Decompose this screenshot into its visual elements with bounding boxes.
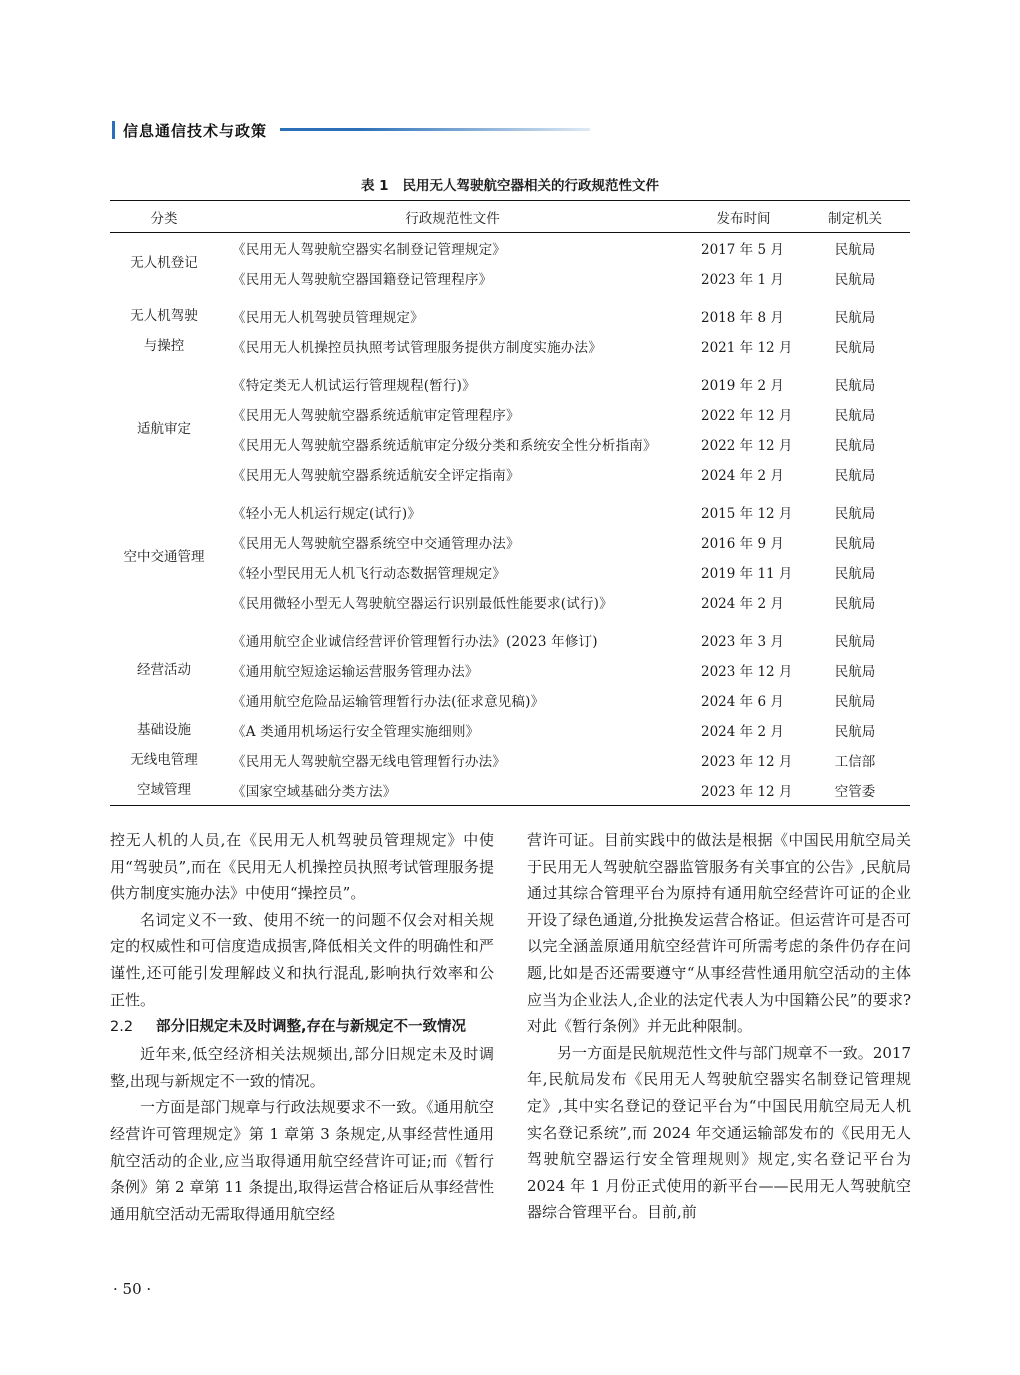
table-row bbox=[110, 685, 910, 715]
category-cell: 无线电管理 bbox=[130, 752, 198, 768]
table-row bbox=[110, 429, 910, 459]
agency-cell: 民航局 bbox=[834, 272, 876, 288]
category-line: 无人机驾驶 bbox=[130, 308, 198, 324]
document-cell: 《民用无人机驾驶员管理规定》 bbox=[232, 310, 424, 326]
category-cell: 空中交通管理 bbox=[123, 549, 205, 565]
header-category: 分类 bbox=[110, 201, 218, 233]
section-title: 部分旧规定未及时调整,存在与新规定不一致情况 bbox=[156, 1019, 467, 1036]
agency-cell: 民航局 bbox=[834, 468, 876, 484]
header-accent-bar bbox=[112, 121, 115, 139]
date-cell: 2024 年 2 月 bbox=[701, 468, 784, 484]
table-row bbox=[110, 745, 910, 775]
category-line: 与操控 bbox=[143, 338, 185, 354]
body-paragraph: 营许可证。目前实践中的做法是根据《中国民用航空局关于民用无人驾驶航空器监管服务有关事宜的公告》,民航局通过其综合管理平台为原持有通用航空经营许可证的企业开设了绿色通道,分批换发运营合格证。但运营许可是否可以完全涵盖原通用航空经营许可所需考虑的条件仍存在问题,比如是否还需要遵守“从事经营性通用航空活动的主体应当为企业法人,企业的法定代表人为中国籍公民”的要求? 对此《暂行条例》并无此种限制。 bbox=[527, 831, 911, 1036]
document-cell: 《通用航空危险品运输管理暂行办法(征求意见稿)》 bbox=[232, 694, 545, 710]
document-cell: 《民用无人驾驶航空器系统空中交通管理办法》 bbox=[232, 536, 520, 552]
header-date: 发布时间 bbox=[687, 201, 800, 233]
date-cell: 2015 年 12 月 bbox=[701, 506, 793, 522]
agency-cell: 民航局 bbox=[834, 310, 876, 326]
table-row bbox=[110, 625, 910, 655]
table-row bbox=[110, 775, 910, 806]
table-row bbox=[110, 233, 910, 264]
table-caption bbox=[110, 174, 910, 194]
body-paragraph: 近年来,低空经济相关法规频出,部分旧规定未及时调整,出现与新规定不一致的情况。 bbox=[110, 1045, 494, 1090]
date-cell: 2021 年 12 月 bbox=[701, 340, 793, 356]
table-row bbox=[110, 263, 910, 293]
document-cell: 《民用无人驾驶航空器国籍登记管理程序》 bbox=[232, 272, 493, 288]
table-row bbox=[110, 557, 910, 587]
table-row bbox=[110, 459, 910, 489]
group-spacer bbox=[110, 489, 910, 497]
body-column-right bbox=[527, 827, 911, 1226]
date-cell: 2024 年 2 月 bbox=[701, 596, 784, 612]
page-number: · 50 · bbox=[113, 1280, 152, 1298]
agency-cell: 空管委 bbox=[800, 775, 910, 806]
agency-cell: 民航局 bbox=[834, 408, 876, 424]
category-cell: 无人机登记 bbox=[130, 255, 198, 271]
category-cell: 适航审定 bbox=[137, 421, 191, 437]
header-document: 行政规范性文件 bbox=[218, 201, 687, 233]
document-cell: 《民用微轻小型无人驾驶航空器运行识别最低性能要求(试行)》 bbox=[232, 596, 613, 612]
document-cell: 《民用无人驾驶航空器无线电管理暂行办法》 bbox=[232, 754, 506, 770]
table-row bbox=[110, 587, 910, 617]
document-cell: 《民用无人驾驶航空器实名制登记管理规定》 bbox=[232, 242, 506, 258]
agency-cell: 工信部 bbox=[834, 754, 876, 770]
category-cell bbox=[110, 301, 218, 361]
date-cell: 2023 年 12 月 bbox=[687, 775, 800, 806]
regulations-table bbox=[110, 200, 910, 806]
group-spacer bbox=[110, 361, 910, 369]
table-row bbox=[110, 331, 910, 361]
category-cell: 基础设施 bbox=[137, 722, 191, 738]
document-cell: 《通用航空短途运输运营服务管理办法》 bbox=[232, 664, 479, 680]
table-header-row bbox=[110, 201, 910, 233]
date-cell: 2023 年 1 月 bbox=[701, 272, 784, 288]
group-spacer bbox=[110, 617, 910, 625]
document-cell: 《民用无人驾驶航空器系统适航审定管理程序》 bbox=[232, 408, 520, 424]
date-cell: 2023 年 3 月 bbox=[701, 634, 784, 650]
table-row bbox=[110, 369, 910, 399]
section-number: 2.2 bbox=[110, 1019, 134, 1036]
document-cell: 《通用航空企业诚信经营评价管理暂行办法》(2023 年修订) bbox=[232, 634, 598, 650]
agency-cell: 民航局 bbox=[834, 694, 876, 710]
document-cell: 《轻小型民用无人机飞行动态数据管理规定》 bbox=[232, 566, 506, 582]
body-paragraph: 另一方面是民航规范性文件与部门规章不一致。2017 年,民航局发布《民用无人驾驶航空器实名制登记管理规定》,其中实名登记的登记平台为“中国民用航空局无人机实名登记系统”,而 2024 年交通运输部发布的《民用无人驾驶航空器运行安全管理规则》规定,实名登记平台为 2024 年 1 月份正式使用的新平台——民用无人驾驶航空器综合管理平台。目前,前 bbox=[527, 1043, 911, 1222]
document-cell: 《A 类通用机场运行安全管理实施细则》 bbox=[232, 724, 480, 740]
agency-cell: 民航局 bbox=[834, 506, 876, 522]
agency-cell: 民航局 bbox=[834, 596, 876, 612]
table-row bbox=[110, 715, 910, 745]
table-caption-title: 民用无人驾驶航空器相关的行政规范性文件 bbox=[402, 178, 660, 194]
agency-cell: 民航局 bbox=[834, 536, 876, 552]
agency-cell: 民航局 bbox=[834, 664, 876, 680]
document-cell: 《国家空域基础分类方法》 bbox=[218, 775, 687, 806]
body-paragraph: 一方面是部门规章与行政法规要求不一致。《通用航空经营许可管理规定》第 1 章第 3 条规定,从事经营性通用航空活动的企业,应当取得通用航空经营许可证;而《暂行条例》第 2 章第 11 条提出,取得运营合格证后从事经营性通用航空活动无需取得通用航空经 bbox=[110, 1098, 494, 1223]
date-cell: 2017 年 5 月 bbox=[701, 242, 784, 258]
header-agency: 制定机关 bbox=[800, 201, 910, 233]
date-cell: 2023 年 12 月 bbox=[701, 754, 793, 770]
journal-header bbox=[112, 118, 267, 142]
agency-cell: 民航局 bbox=[834, 438, 876, 454]
agency-cell: 民航局 bbox=[834, 378, 876, 394]
table-caption-number: 表 1 bbox=[360, 178, 389, 194]
body-paragraph: 名词定义不一致、使用不统一的问题不仅会对相关规定的权威性和可信度造成损害,降低相关文件的明确性和严谨性,还可能引发理解歧义和执行混乱,影响执行效率和公正性。 bbox=[110, 910, 494, 1009]
table-row bbox=[110, 497, 910, 527]
date-cell: 2024 年 2 月 bbox=[701, 724, 784, 740]
date-cell: 2016 年 9 月 bbox=[701, 536, 784, 552]
body-paragraph: 控无人机的人员,在《民用无人机驾驶员管理规定》中使用“驾驶员”,而在《民用无人机操控员执照考试管理服务提供方制度实施办法》中使用“操控员”。 bbox=[110, 831, 494, 903]
table-row bbox=[110, 527, 910, 557]
document-cell: 《民用无人驾驶航空器系统适航审定分级分类和系统安全性分析指南》 bbox=[232, 438, 657, 454]
date-cell: 2018 年 8 月 bbox=[701, 310, 784, 326]
agency-cell: 民航局 bbox=[834, 242, 876, 258]
table-row bbox=[110, 655, 910, 685]
document-cell: 《特定类无人机试运行管理规程(暂行)》 bbox=[232, 378, 476, 394]
agency-cell: 民航局 bbox=[834, 724, 876, 740]
date-cell: 2023 年 12 月 bbox=[701, 664, 793, 680]
date-cell: 2019 年 11 月 bbox=[701, 566, 793, 582]
date-cell: 2022 年 12 月 bbox=[701, 408, 793, 424]
table-row bbox=[110, 301, 910, 331]
document-cell: 《轻小无人机运行规定(试行)》 bbox=[232, 506, 422, 522]
agency-cell: 民航局 bbox=[834, 340, 876, 356]
table-row bbox=[110, 399, 910, 429]
category-cell: 经营活动 bbox=[137, 662, 191, 678]
group-spacer bbox=[110, 293, 910, 301]
document-cell: 《民用无人机操控员执照考试管理服务提供方制度实施办法》 bbox=[232, 340, 602, 356]
agency-cell: 民航局 bbox=[834, 634, 876, 650]
journal-title: 信息通信技术与政策 bbox=[123, 121, 268, 140]
header-gradient-line bbox=[280, 128, 590, 131]
document-cell: 《民用无人驾驶航空器系统适航安全评定指南》 bbox=[232, 468, 520, 484]
section-heading bbox=[110, 1013, 494, 1041]
table-body bbox=[110, 233, 910, 806]
body-column-left bbox=[110, 827, 494, 1227]
date-cell: 2022 年 12 月 bbox=[701, 438, 793, 454]
category-cell: 空域管理 bbox=[110, 775, 218, 806]
date-cell: 2019 年 2 月 bbox=[701, 378, 784, 394]
date-cell: 2024 年 6 月 bbox=[701, 694, 784, 710]
agency-cell: 民航局 bbox=[834, 566, 876, 582]
